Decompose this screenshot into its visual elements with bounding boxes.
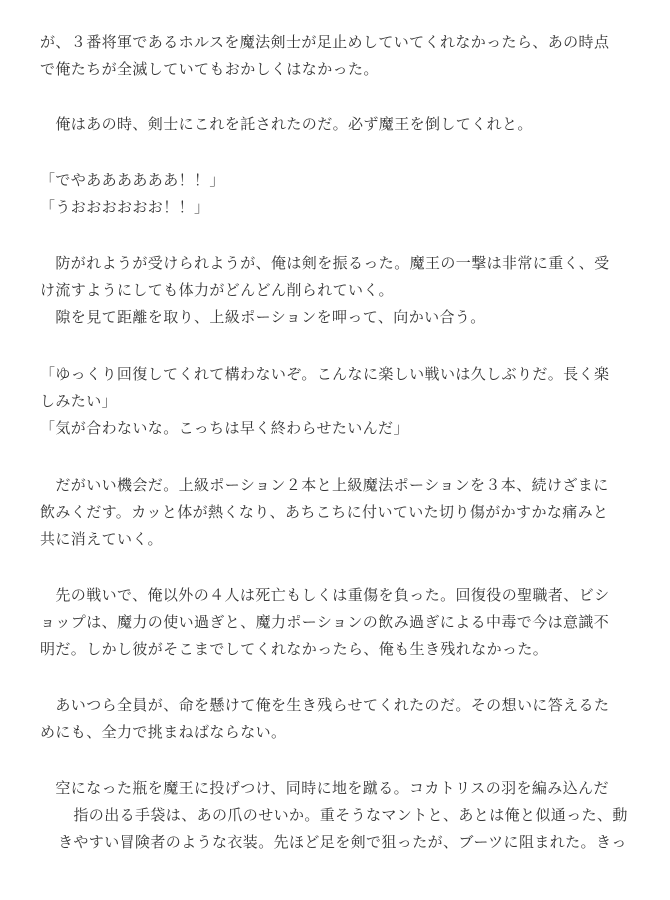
text-line: 指の出る手袋は、あの爪のせいか。重そうなマントと、あとは俺と似通った、動 [58,806,628,824]
text-line: 「でやああああああ！！」 [40,171,225,189]
text-line: 飲みくだす。カッと体が熱くなり、あちこちに付いていた切り傷がかすかな痛みと [40,503,609,521]
text-line: 「ゆっくり回復してくれて構わないぞ。こんなに楽しい戦いは久しぶりだ。長く楽 [40,365,610,383]
text-line: 共に消えていく。 [40,530,163,548]
text-line: あいつら全員が、命を懸けて俺を生き残らせてくれたのだ。その想いに答えるた [40,696,610,714]
text-line: 隙を見て距離を取り、上級ポーションを呷って、向かい合う。 [40,308,486,326]
text-line: ョップは、魔力の使い過ぎと、魔力ポーションの飲み過ぎによる中毒で今は意識不 [40,613,610,631]
text-line: しみたい」 [40,392,118,410]
text-line: 「気が合わないな。こっちは早く終わらせたいんだ」 [40,419,409,437]
text-line: 防がれようが受けられようが、俺は剣を振るった。魔王の一撃は非常に重く、受 [40,254,610,272]
text-line: が、３番将軍であるホルスを魔法剣士が足止めしていてくれなかったら、あの時点 [40,33,610,51]
text-line: 明だ。しかし彼がそこまでしてくれなかったら、俺も生き残れなかった。 [40,640,549,658]
text-line: け流すようにしても体力がどんどん削られていく。 [40,281,394,299]
text-line: 俺はあの時、剣士にこれを託されたのだ。必ず魔王を倒してくれと。 [40,115,533,133]
text-line: 先の戦いで、俺以外の４人は死亡もしくは重傷を負った。回復役の聖職者、ビシ [40,586,610,604]
text-line: 空になった瓶を魔王に投げつけ、同時に地を蹴る。コカトリスの羽を編み込んだ [40,779,609,797]
text-line: 「うおおおおおお！！」 [40,198,210,216]
text-line: だがいい機会だ。上級ポーション２本と上級魔法ポーションを３本、続けざまに [40,476,609,494]
text-line: で俺たちが全滅していてもおかしくはなかった。 [40,60,379,78]
text-line: めにも、全力で挑まねばならない。 [40,723,287,741]
text-line: きやすい冒険者のような衣装。先ほど足を剣で狙ったが、ブーツに阻まれた。きっ [58,833,627,851]
